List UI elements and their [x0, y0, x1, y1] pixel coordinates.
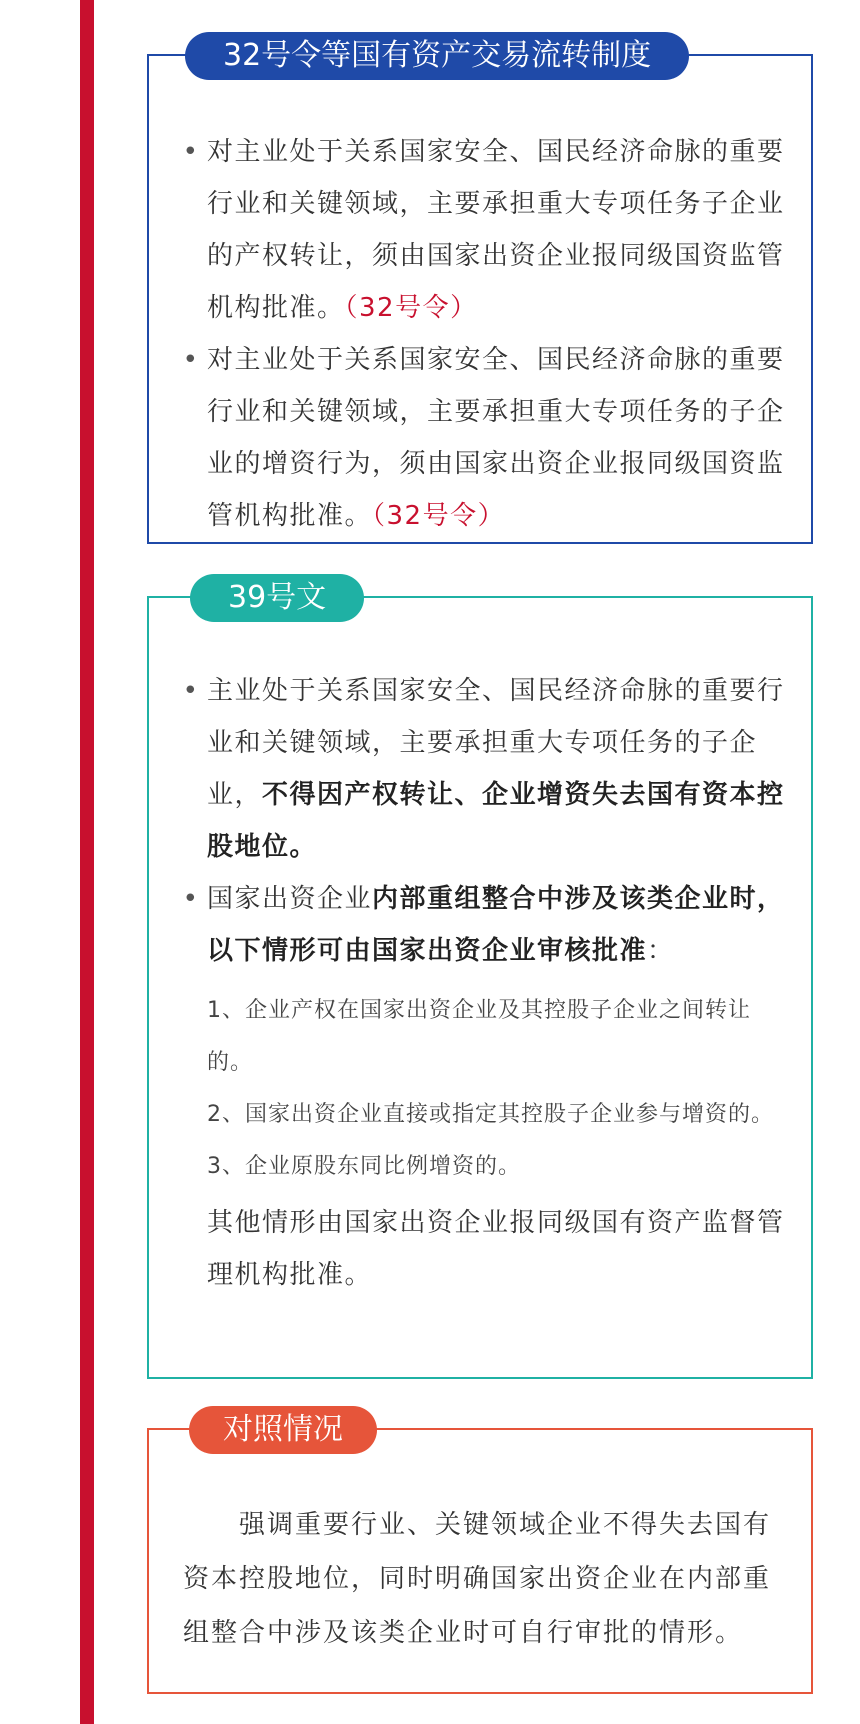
comparison-paragraph: 强调重要行业、关键领域企业不得失去国有资本控股地位，同时明确国家出资企业在内部重组整合中涉及该类企业时可自行审批的情形。 [183, 1510, 772, 1648]
bullet-dot-icon: • [182, 884, 200, 914]
bullet-item [179, 873, 789, 977]
card-39-document [147, 580, 813, 1379]
bullet-dot-icon: • [182, 676, 200, 706]
bullet-text: 对主业处于关系国家安全、国民经济命脉的重要行业和关键领域，主要承担重大专项任务的子企业的增资行为，须由国家出资企业报同级国资监管机构批准。 [207, 345, 785, 531]
card-32-order [147, 38, 813, 544]
card-title-tag: 对照情况 [189, 1406, 377, 1454]
citation-label: （32号令） [344, 293, 478, 323]
bullet-text: 主业处于关系国家安全、国民经济命脉的重要行业和关键领域，主要承担重大专项任务的子企业， [207, 676, 785, 810]
sublist-item: 2、国家出资企业直接或指定其控股子企业参与增资的。 [207, 1102, 774, 1127]
bullet-item [179, 126, 789, 334]
bullet-dot-icon: • [182, 137, 200, 167]
bullet-text: 国家出资企业 [207, 884, 373, 914]
sublist-item: 1、企业产权在国家出资企业及其控股子企业之间转让的。 [207, 998, 751, 1075]
bullet-suffix: ： [647, 936, 675, 966]
bullet-item [179, 334, 789, 542]
card-comparison [147, 1412, 813, 1694]
bullet-item [179, 665, 789, 873]
card-title-tag: 39号文 [190, 574, 364, 622]
bullet-bold-text: 不得因产权转让、企业增资失去国有资本控股地位。 [207, 780, 785, 862]
left-accent-bar [80, 0, 94, 1724]
sublist-item: 3、企业原股东同比例增资的。 [207, 1154, 521, 1179]
numbered-sublist [179, 985, 789, 1301]
bullet-text: 对主业处于关系国家安全、国民经济命脉的重要行业和关键领域，主要承担重大专项任务子企业的产权转让，须由国家出资企业报同级国资监管机构批准。 [207, 137, 785, 323]
bullet-dot-icon: • [182, 345, 200, 375]
citation-label: （32号令） [372, 501, 506, 531]
closing-text: 其他情形由国家出资企业报同级国有资产监督管理机构批准。 [207, 1208, 785, 1290]
bullet-list [179, 126, 789, 542]
bullet-list [179, 665, 789, 1301]
card-title-tag: 32号令等国有资产交易流转制度 [185, 32, 689, 80]
bullet-bold-text: 内部重组整合中涉及该类企业时，以下情形可由国家出资企业审核批准 [207, 884, 785, 966]
